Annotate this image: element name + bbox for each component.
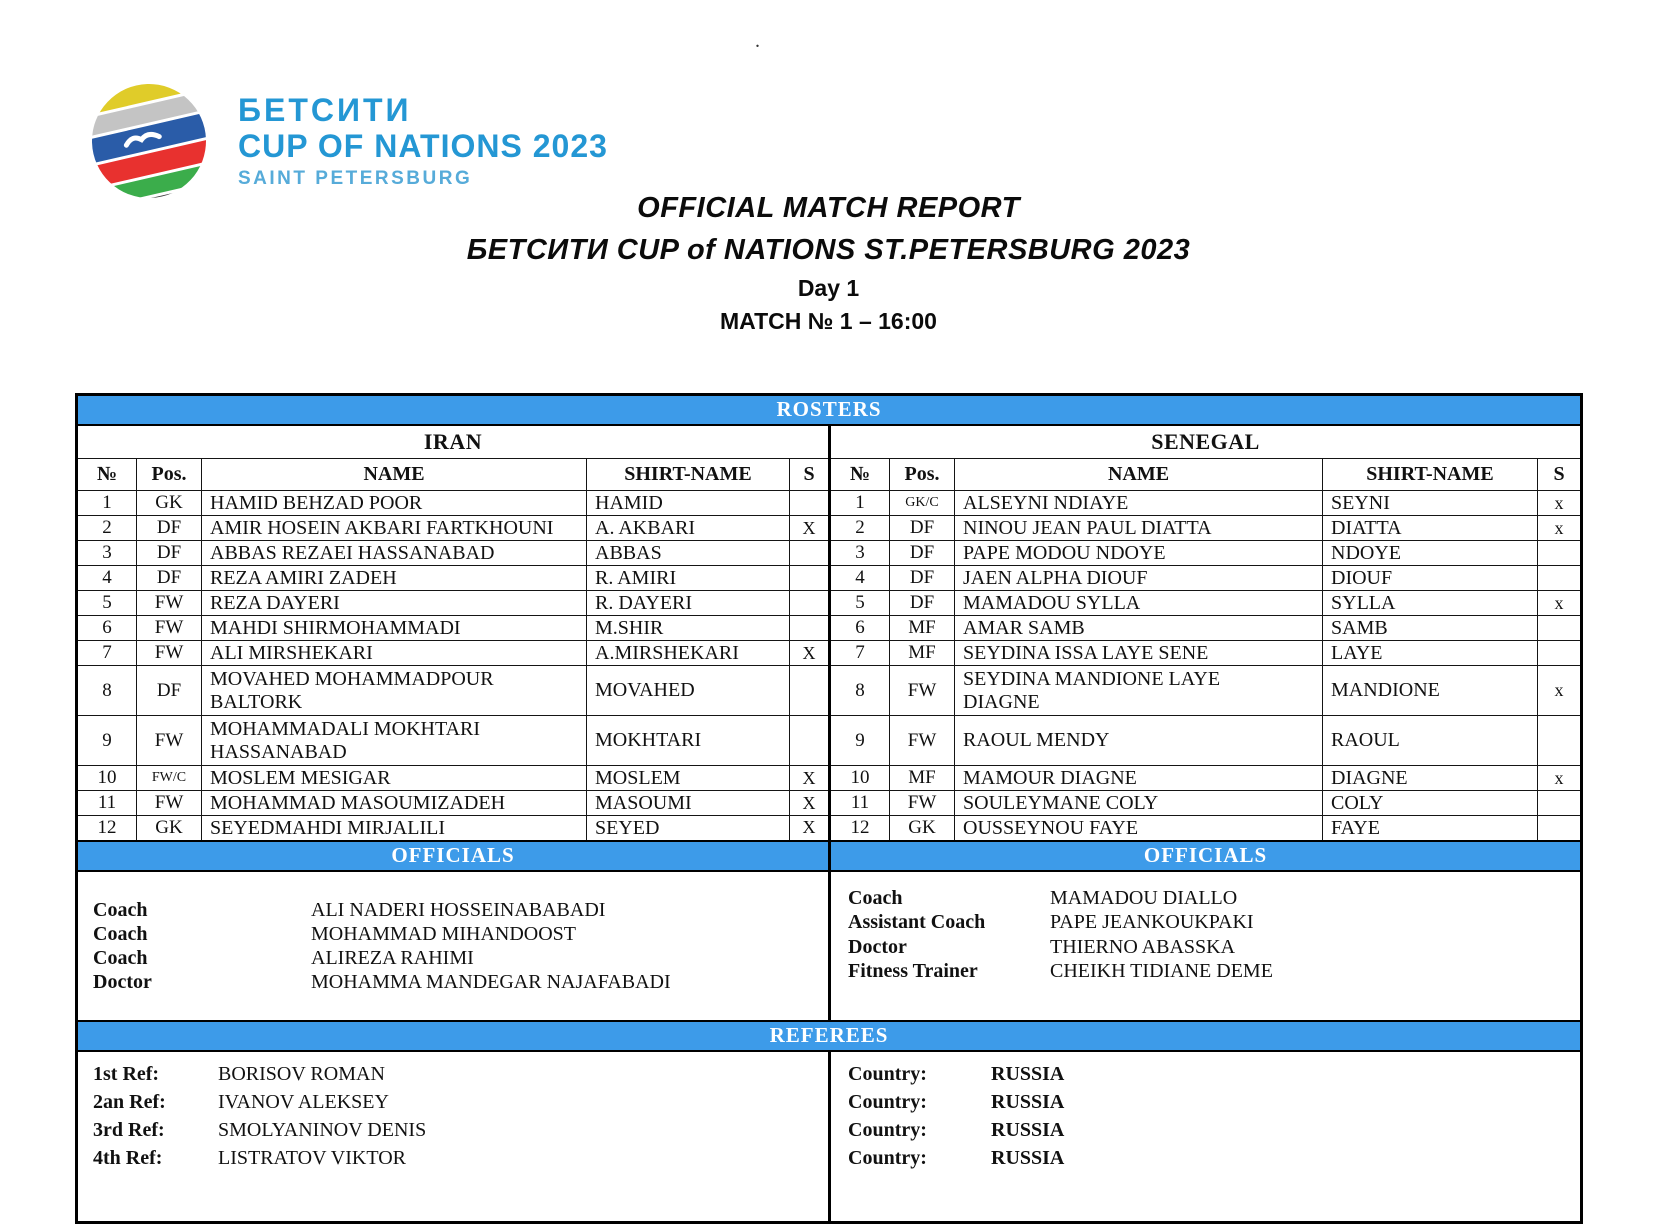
official-name: MOHAMMA MANDEGAR NAJAFABADI [311, 970, 671, 993]
official-line [93, 898, 828, 922]
player-no: 11 [77, 791, 137, 816]
player-pos: FW [890, 716, 955, 766]
official-name: ALI NADERI HOSSEINABABADI [311, 898, 606, 921]
player-no: 12 [830, 816, 890, 841]
official-name: PAPE JEANKOUKPAKI [1050, 911, 1254, 933]
rosters-header: ROSTERS [77, 395, 1582, 425]
match-number-time: MATCH № 1 – 16:00 [720, 308, 937, 334]
player-pos: MF [890, 766, 955, 791]
referee-country-line [848, 1116, 1580, 1144]
team-names-row [77, 425, 1582, 459]
official-role: Coach [93, 946, 148, 969]
referee-name: LISTRATOV VIKTOR [218, 1146, 406, 1169]
logo-city: SAINT PETERSBURG [238, 167, 473, 189]
country-label: Country: [848, 1146, 927, 1169]
player-pos: DF [890, 541, 955, 566]
officials-list [831, 872, 1580, 984]
player-name: MOVAHED MOHAMMADPOUR BALTORK [202, 666, 587, 716]
referee-name: IVANOV ALEKSEY [218, 1090, 389, 1113]
referee-role-label: 1st Ref: [93, 1062, 160, 1085]
player-shirt: RAOUL [1323, 716, 1538, 766]
player-pos: FW [137, 716, 202, 766]
player-substitute-mark: x [1538, 516, 1582, 541]
player-name: OUSSEYNOU FAYE [955, 816, 1323, 841]
rosters-table [75, 393, 1583, 1224]
referee-country-line [848, 1144, 1580, 1172]
player-no: 2 [830, 516, 890, 541]
logo-event: CUP OF NATIONS 2023 [238, 127, 608, 164]
player-pos: FW [890, 666, 955, 716]
player-substitute-mark: x [1538, 491, 1582, 516]
player-name: MAHDI SHIRMOHAMMADI [202, 616, 587, 641]
referee-country-list [831, 1052, 1580, 1172]
player-pos: DF [137, 666, 202, 716]
player-no: 4 [77, 566, 137, 591]
stray-dot: . [755, 30, 760, 52]
officials-header-row [77, 841, 1582, 871]
player-no: 3 [830, 541, 890, 566]
referee-name: SMOLYANINOV DENIS [218, 1118, 427, 1141]
roster-row-1 [77, 491, 1582, 516]
player-shirt: MOSLEM [587, 766, 790, 791]
player-name: NINOU JEAN PAUL DIATTA [955, 516, 1323, 541]
official-role: Fitness Trainer [848, 960, 978, 982]
official-line [848, 910, 1580, 935]
player-pos: FW [137, 616, 202, 641]
col-no: № [77, 459, 137, 491]
player-shirt: MANDIONE [1323, 666, 1538, 716]
official-name: MOHAMMAD MIHANDOOST [311, 922, 577, 945]
roster-row-10 [77, 766, 1582, 791]
player-pos: GK/C [890, 491, 955, 516]
player-no: 7 [77, 641, 137, 666]
player-shirt: DIAGNE [1323, 766, 1538, 791]
referees-names [77, 1051, 830, 1223]
official-role: Doctor [848, 935, 907, 958]
official-role: Coach [93, 922, 148, 945]
col-pos: Pos. [137, 459, 202, 491]
document-title-block [75, 192, 1582, 335]
player-shirt: FAYE [1323, 816, 1538, 841]
roster-row-2 [77, 516, 1582, 541]
officials-header-iran: OFFICIALS [77, 841, 830, 871]
referee-line [93, 1116, 828, 1144]
player-pos: MF [890, 616, 955, 641]
roster-row-4 [77, 566, 1582, 591]
player-shirt: SEYNI [1323, 491, 1538, 516]
referee-role-label: 2an Ref: [93, 1090, 166, 1113]
player-shirt: DIOUF [1323, 566, 1538, 591]
player-substitute-mark: X [790, 816, 830, 841]
country-label: Country: [848, 1090, 927, 1113]
player-substitute-mark [790, 541, 830, 566]
referees-countries [830, 1051, 1582, 1223]
col-pos: Pos. [890, 459, 955, 491]
player-no: 11 [830, 791, 890, 816]
player-shirt: LAYE [1323, 641, 1538, 666]
player-pos: GK [137, 816, 202, 841]
player-pos: MF [890, 641, 955, 666]
official-line [93, 970, 828, 994]
player-pos: DF [890, 591, 955, 616]
tournament-logo [88, 80, 608, 202]
col-s: S [790, 459, 830, 491]
referee-line [93, 1060, 828, 1088]
col-name: NAME [202, 459, 587, 491]
player-no: 5 [77, 591, 137, 616]
team-name-senegal: SENEGAL [830, 425, 1582, 459]
day-label: Day 1 [797, 275, 860, 301]
player-substitute-mark: x [1538, 766, 1582, 791]
globe-ribbon-logo-icon [88, 80, 210, 202]
player-substitute-mark: X [790, 516, 830, 541]
referees-header-row [77, 1021, 1582, 1051]
player-shirt: MOVAHED [587, 666, 790, 716]
player-pos: DF [137, 566, 202, 591]
referees-content-row [77, 1051, 1582, 1223]
rosters-header-row [77, 395, 1582, 425]
roster-row-11 [77, 791, 1582, 816]
player-shirt: R. DAYERI [587, 591, 790, 616]
player-shirt: SAMB [1323, 616, 1538, 641]
col-no: № [830, 459, 890, 491]
player-name: HAMID BEHZAD POOR [202, 491, 587, 516]
player-no: 10 [830, 766, 890, 791]
player-no: 1 [77, 491, 137, 516]
player-shirt: DIATTA [1323, 516, 1538, 541]
col-shirt: SHIRT-NAME [1323, 459, 1538, 491]
player-substitute-mark: x [1538, 591, 1582, 616]
player-pos: DF [890, 516, 955, 541]
roster-row-9 [77, 716, 1582, 766]
officials-list [78, 872, 828, 994]
player-substitute-mark [1538, 541, 1582, 566]
player-name: AMAR SAMB [955, 616, 1323, 641]
player-name: MAMADOU SYLLA [955, 591, 1323, 616]
player-substitute-mark [790, 616, 830, 641]
official-name: ALIREZA RAHIMI [311, 946, 474, 969]
country-value: RUSSIA [991, 1062, 1065, 1085]
player-no: 7 [830, 641, 890, 666]
player-substitute-mark: X [790, 766, 830, 791]
player-name: ABBAS REZAEI HASSANABAD [202, 541, 587, 566]
player-pos: DF [137, 541, 202, 566]
official-line [848, 886, 1580, 911]
player-substitute-mark [1538, 616, 1582, 641]
player-shirt: SYLLA [1323, 591, 1538, 616]
player-shirt: COLY [1323, 791, 1538, 816]
player-shirt: M.SHIR [587, 616, 790, 641]
roster-row-7 [77, 641, 1582, 666]
player-pos: DF [137, 516, 202, 541]
logo-brand: БЕТСИТИ [238, 92, 412, 129]
referee-role-label: 3rd Ref: [93, 1118, 165, 1141]
player-substitute-mark [1538, 566, 1582, 591]
player-name: SEYEDMAHDI MIRJALILI [202, 816, 587, 841]
player-name: SEYDINA ISSA LAYE SENE [955, 641, 1323, 666]
player-pos: FW [137, 591, 202, 616]
officials-senegal [830, 871, 1582, 1021]
player-substitute-mark [790, 666, 830, 716]
referee-list [78, 1052, 828, 1172]
player-no: 5 [830, 591, 890, 616]
player-name: MOHAMMADALI MOKHTARI HASSANABAD [202, 716, 587, 766]
official-role: Assistant Coach [848, 911, 986, 933]
report-title: OFFICIAL MATCH REPORT [637, 192, 1020, 224]
player-substitute-mark: X [790, 791, 830, 816]
player-no: 1 [830, 491, 890, 516]
player-substitute-mark [1538, 716, 1582, 766]
player-shirt: R. AMIRI [587, 566, 790, 591]
roster-row-3 [77, 541, 1582, 566]
referee-name: BORISOV ROMAN [218, 1062, 385, 1085]
roster-row-6 [77, 616, 1582, 641]
official-role: Coach [848, 886, 903, 909]
player-no: 6 [77, 616, 137, 641]
player-pos: GK [890, 816, 955, 841]
referee-line [93, 1088, 828, 1116]
player-no: 2 [77, 516, 137, 541]
player-name: JAEN ALPHA DIOUF [955, 566, 1323, 591]
official-line [848, 959, 1580, 984]
player-pos: DF [890, 566, 955, 591]
officials-content-row [77, 871, 1582, 1021]
player-no: 8 [830, 666, 890, 716]
player-pos: FW [137, 791, 202, 816]
player-name: RAOUL MENDY [955, 716, 1323, 766]
player-shirt: A.MIRSHEKARI [587, 641, 790, 666]
player-no: 8 [77, 666, 137, 716]
official-line [93, 946, 828, 970]
player-name: AMIR HOSEIN AKBARI FARTKHOUNI [202, 516, 587, 541]
player-name: MAMOUR DIAGNE [955, 766, 1323, 791]
referee-country-line [848, 1060, 1580, 1088]
player-substitute-mark [1538, 816, 1582, 841]
player-shirt: HAMID [587, 491, 790, 516]
player-name: ALSEYNI NDIAYE [955, 491, 1323, 516]
col-shirt: SHIRT-NAME [587, 459, 790, 491]
officials-iran [77, 871, 830, 1021]
player-no: 9 [830, 716, 890, 766]
roster-row-12 [77, 816, 1582, 841]
roster-row-8 [77, 666, 1582, 716]
player-name: SEYDINA MANDIONE LAYE DIAGNE [955, 666, 1323, 716]
player-name: MOSLEM MESIGAR [202, 766, 587, 791]
official-role: Coach [93, 898, 148, 921]
country-value: RUSSIA [991, 1090, 1065, 1113]
referees-header: REFEREES [77, 1021, 1582, 1051]
player-substitute-mark: X [790, 641, 830, 666]
player-substitute-mark [790, 716, 830, 766]
official-role: Doctor [93, 970, 152, 993]
country-label: Country: [848, 1062, 927, 1085]
player-no: 6 [830, 616, 890, 641]
player-substitute-mark [790, 566, 830, 591]
player-substitute-mark: x [1538, 666, 1582, 716]
country-label: Country: [848, 1118, 927, 1141]
player-substitute-mark [790, 591, 830, 616]
player-shirt: A. AKBARI [587, 516, 790, 541]
player-pos: FW [890, 791, 955, 816]
team-name-iran: IRAN [77, 425, 830, 459]
referee-country-line [848, 1088, 1580, 1116]
player-no: 12 [77, 816, 137, 841]
player-name: REZA DAYERI [202, 591, 587, 616]
player-shirt: NDOYE [1323, 541, 1538, 566]
player-no: 3 [77, 541, 137, 566]
player-shirt: ABBAS [587, 541, 790, 566]
official-line [93, 922, 828, 946]
player-name: ALI MIRSHEKARI [202, 641, 587, 666]
player-pos: FW/C [137, 766, 202, 791]
player-substitute-mark [790, 491, 830, 516]
country-value: RUSSIA [991, 1146, 1065, 1169]
player-substitute-mark [1538, 641, 1582, 666]
player-pos: FW [137, 641, 202, 666]
player-no: 9 [77, 716, 137, 766]
official-name: CHEIKH TIDIANE DEME [1050, 960, 1273, 982]
referee-line [93, 1144, 828, 1172]
roster-row-5 [77, 591, 1582, 616]
player-substitute-mark [1538, 791, 1582, 816]
player-no: 10 [77, 766, 137, 791]
player-name: PAPE MODOU NDOYE [955, 541, 1323, 566]
col-name: NAME [955, 459, 1323, 491]
official-line [848, 935, 1580, 960]
official-name: MAMADOU DIALLO [1050, 886, 1238, 909]
player-name: REZA AMIRI ZADEH [202, 566, 587, 591]
officials-header-senegal: OFFICIALS [830, 841, 1582, 871]
player-no: 4 [830, 566, 890, 591]
player-shirt: MASOUMI [587, 791, 790, 816]
referee-role-label: 4th Ref: [93, 1146, 163, 1169]
player-name: SOULEYMANE COLY [955, 791, 1323, 816]
col-s: S [1538, 459, 1582, 491]
logo-wordmark [238, 93, 608, 189]
player-pos: GK [137, 491, 202, 516]
country-value: RUSSIA [991, 1118, 1065, 1141]
player-shirt: MOKHTARI [587, 716, 790, 766]
player-name: MOHAMMAD MASOUMIZADEH [202, 791, 587, 816]
official-name: THIERNO ABASSKA [1050, 935, 1236, 958]
tournament-title: БЕТСИТИ CUP of NATIONS ST.PETERSBURG 2023 [466, 234, 1191, 266]
player-shirt: SEYED [587, 816, 790, 841]
column-headers-row [77, 459, 1582, 491]
